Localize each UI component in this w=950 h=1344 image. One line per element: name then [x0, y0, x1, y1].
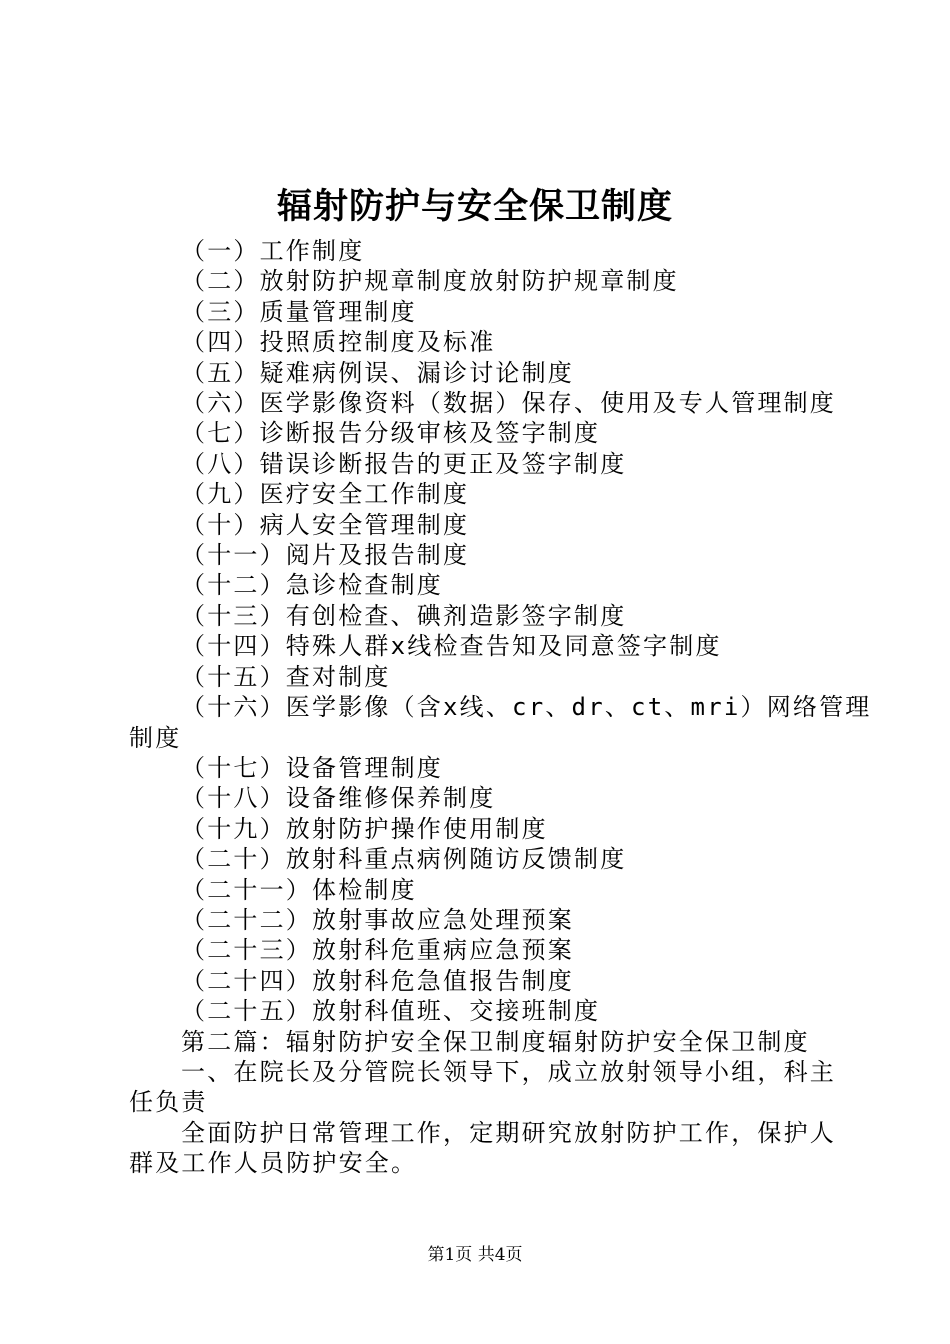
list-item: （十二）急诊检查制度 [181, 571, 443, 600]
page-footer: 第1页 共4页 [427, 1245, 523, 1265]
document-title: 辐射防护与安全保卫制度 [276, 186, 673, 227]
list-item: （十七）设备管理制度 [181, 753, 443, 782]
paragraph: 一、在院长及分管院长领导下，成立放射领导小组，科主任负责 [129, 1057, 836, 1117]
document-body [129, 236, 872, 1179]
list-item: （十九）放射防护操作使用制度 [181, 814, 548, 843]
list-item: （十三）有创检查、碘剂造影签字制度 [181, 601, 627, 630]
list-item: （八）错误诊断报告的更正及签字制度 [181, 449, 627, 478]
list-item: （二）放射防护规章制度放射防护规章制度 [181, 267, 679, 296]
list-item-16-line1: （十六）医学影像（含x线、cr、dr、ct、mri）网络管理 [181, 693, 872, 722]
list-item: （十五）查对制度 [181, 662, 391, 691]
list-item: （二十四）放射科危急值报告制度 [181, 966, 574, 995]
list-item: （十八）设备维修保养制度 [181, 784, 496, 813]
list-item: （二十一）体检制度 [181, 875, 417, 904]
list-item: （十）病人安全管理制度 [181, 510, 470, 539]
list-item: （二十三）放射科危重病应急预案 [181, 936, 574, 965]
list-item: （七）诊断报告分级审核及签字制度 [181, 419, 601, 448]
paragraph: 全面防护日常管理工作，定期研究放射防护工作，保护人群及工作人员防护安全。 [129, 1118, 836, 1178]
list-item: （一）工作制度 [181, 237, 365, 265]
list-item: （九）医疗安全工作制度 [181, 480, 470, 509]
list-item: （五）疑难病例误、漏诊讨论制度 [181, 358, 574, 387]
list-item-16-line2: 制度 [129, 723, 182, 752]
list-item: （二十二）放射事故应急处理预案 [181, 905, 574, 934]
list-item: （二十）放射科重点病例随访反馈制度 [181, 845, 627, 874]
section-heading: 第二篇：辐射防护安全保卫制度辐射防护安全保卫制度 [181, 1027, 810, 1056]
list-item: （十一）阅片及报告制度 [181, 541, 470, 570]
list-item: （三）质量管理制度 [181, 297, 417, 326]
list-item: （六）医学影像资料（数据）保存、使用及专人管理制度 [181, 389, 836, 418]
list-item: （十四）特殊人群x线检查告知及同意签字制度 [181, 632, 722, 661]
list-item: （四）投照质控制度及标准 [181, 328, 496, 357]
list-item: （二十五）放射科值班、交接班制度 [181, 997, 601, 1026]
